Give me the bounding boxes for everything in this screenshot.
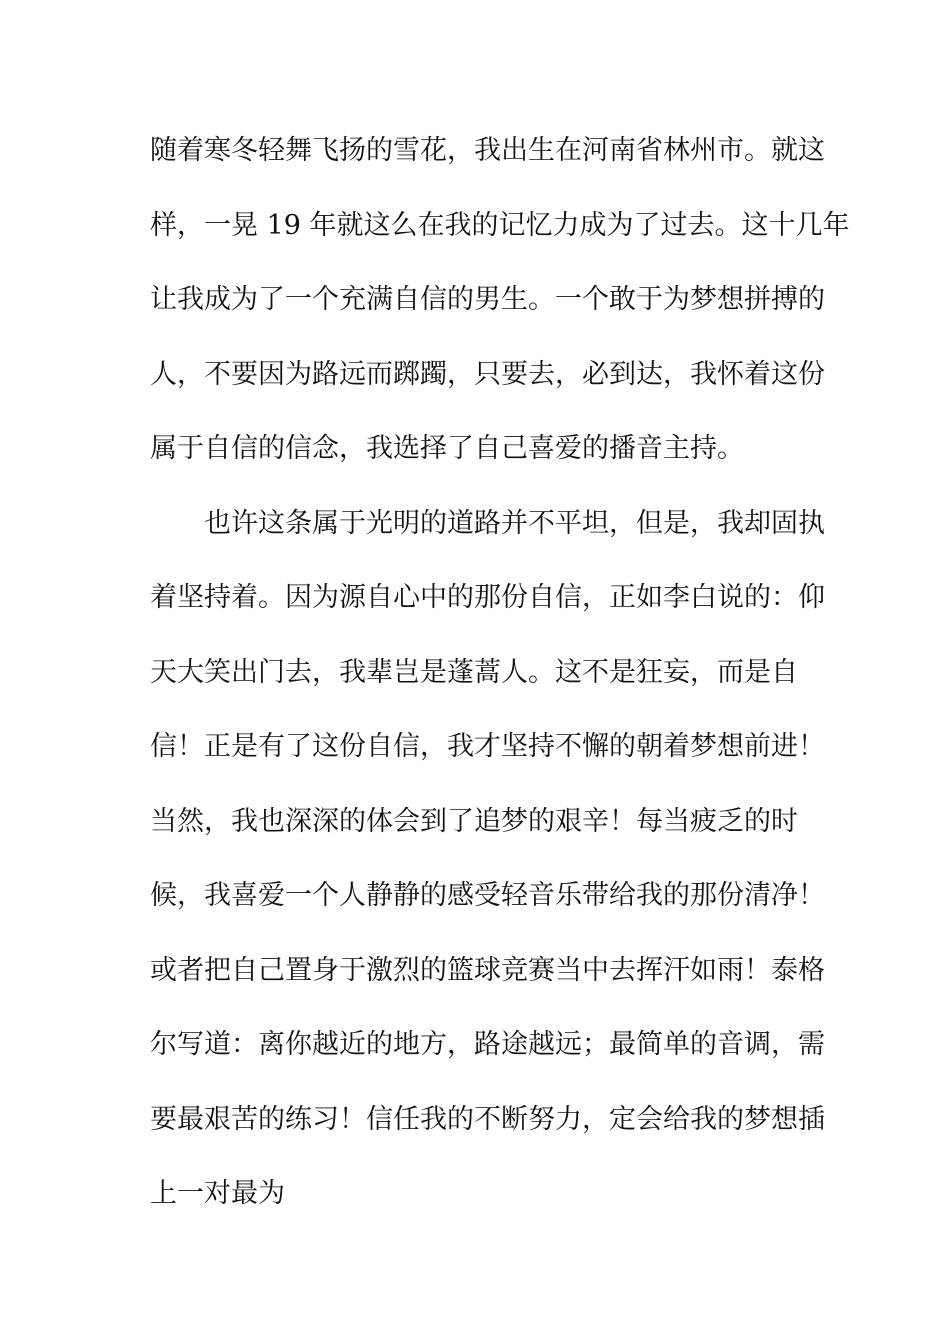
body-text bbox=[150, 126, 850, 1244]
text-line: 尔写道：离你越近的地方，路途越远；最简单的音调，需 bbox=[150, 1029, 825, 1060]
text-line: 候，我喜爱一个人静静的感受轻音乐带给我的那份清净！ bbox=[150, 880, 825, 911]
paragraph-start-line: 也许这条属于光明的道路并不平坦，但是，我却固执 bbox=[204, 507, 825, 539]
text-line: 信！正是有了这份自信，我才坚持不懈的朝着梦想前进！ bbox=[150, 731, 825, 762]
text-line: 或者把自己置身于激烈的篮球竞赛当中去挥汗如雨！泰格 bbox=[150, 954, 825, 986]
text-line: 着坚持着。因为源自心中的那份自信，正如李白说的：仰 bbox=[150, 582, 825, 613]
text-line: 让我成为了一个充满自信的男生。一个敢于为梦想拼搏的 bbox=[150, 284, 825, 315]
text-line: 属于自信的信念，我选择了自己喜爱的播音主持。 bbox=[150, 433, 744, 464]
text-line: 上一对最为 bbox=[150, 1178, 285, 1209]
text-line: 人，不要因为路远而踯躅，只要去，必到达，我怀着这份 bbox=[150, 358, 825, 390]
text-line: 当然，我也深深的体会到了追梦的艰辛！每当疲乏的时 bbox=[150, 805, 798, 837]
text-line: 天大笑出门去，我辈岂是蓬蒿人。这不是狂妄，而是自 bbox=[150, 656, 798, 688]
text-line: 随着寒冬轻舞飞扬的雪花，我出生在河南省林州市。就这 bbox=[150, 135, 825, 166]
text-line: 样，一晃 19 年就这么在我的记忆力成为了过去。这十几年 bbox=[150, 209, 850, 241]
text-line: 要最艰苦的练习！信任我的不断努力，定会给我的梦想插 bbox=[150, 1103, 825, 1135]
